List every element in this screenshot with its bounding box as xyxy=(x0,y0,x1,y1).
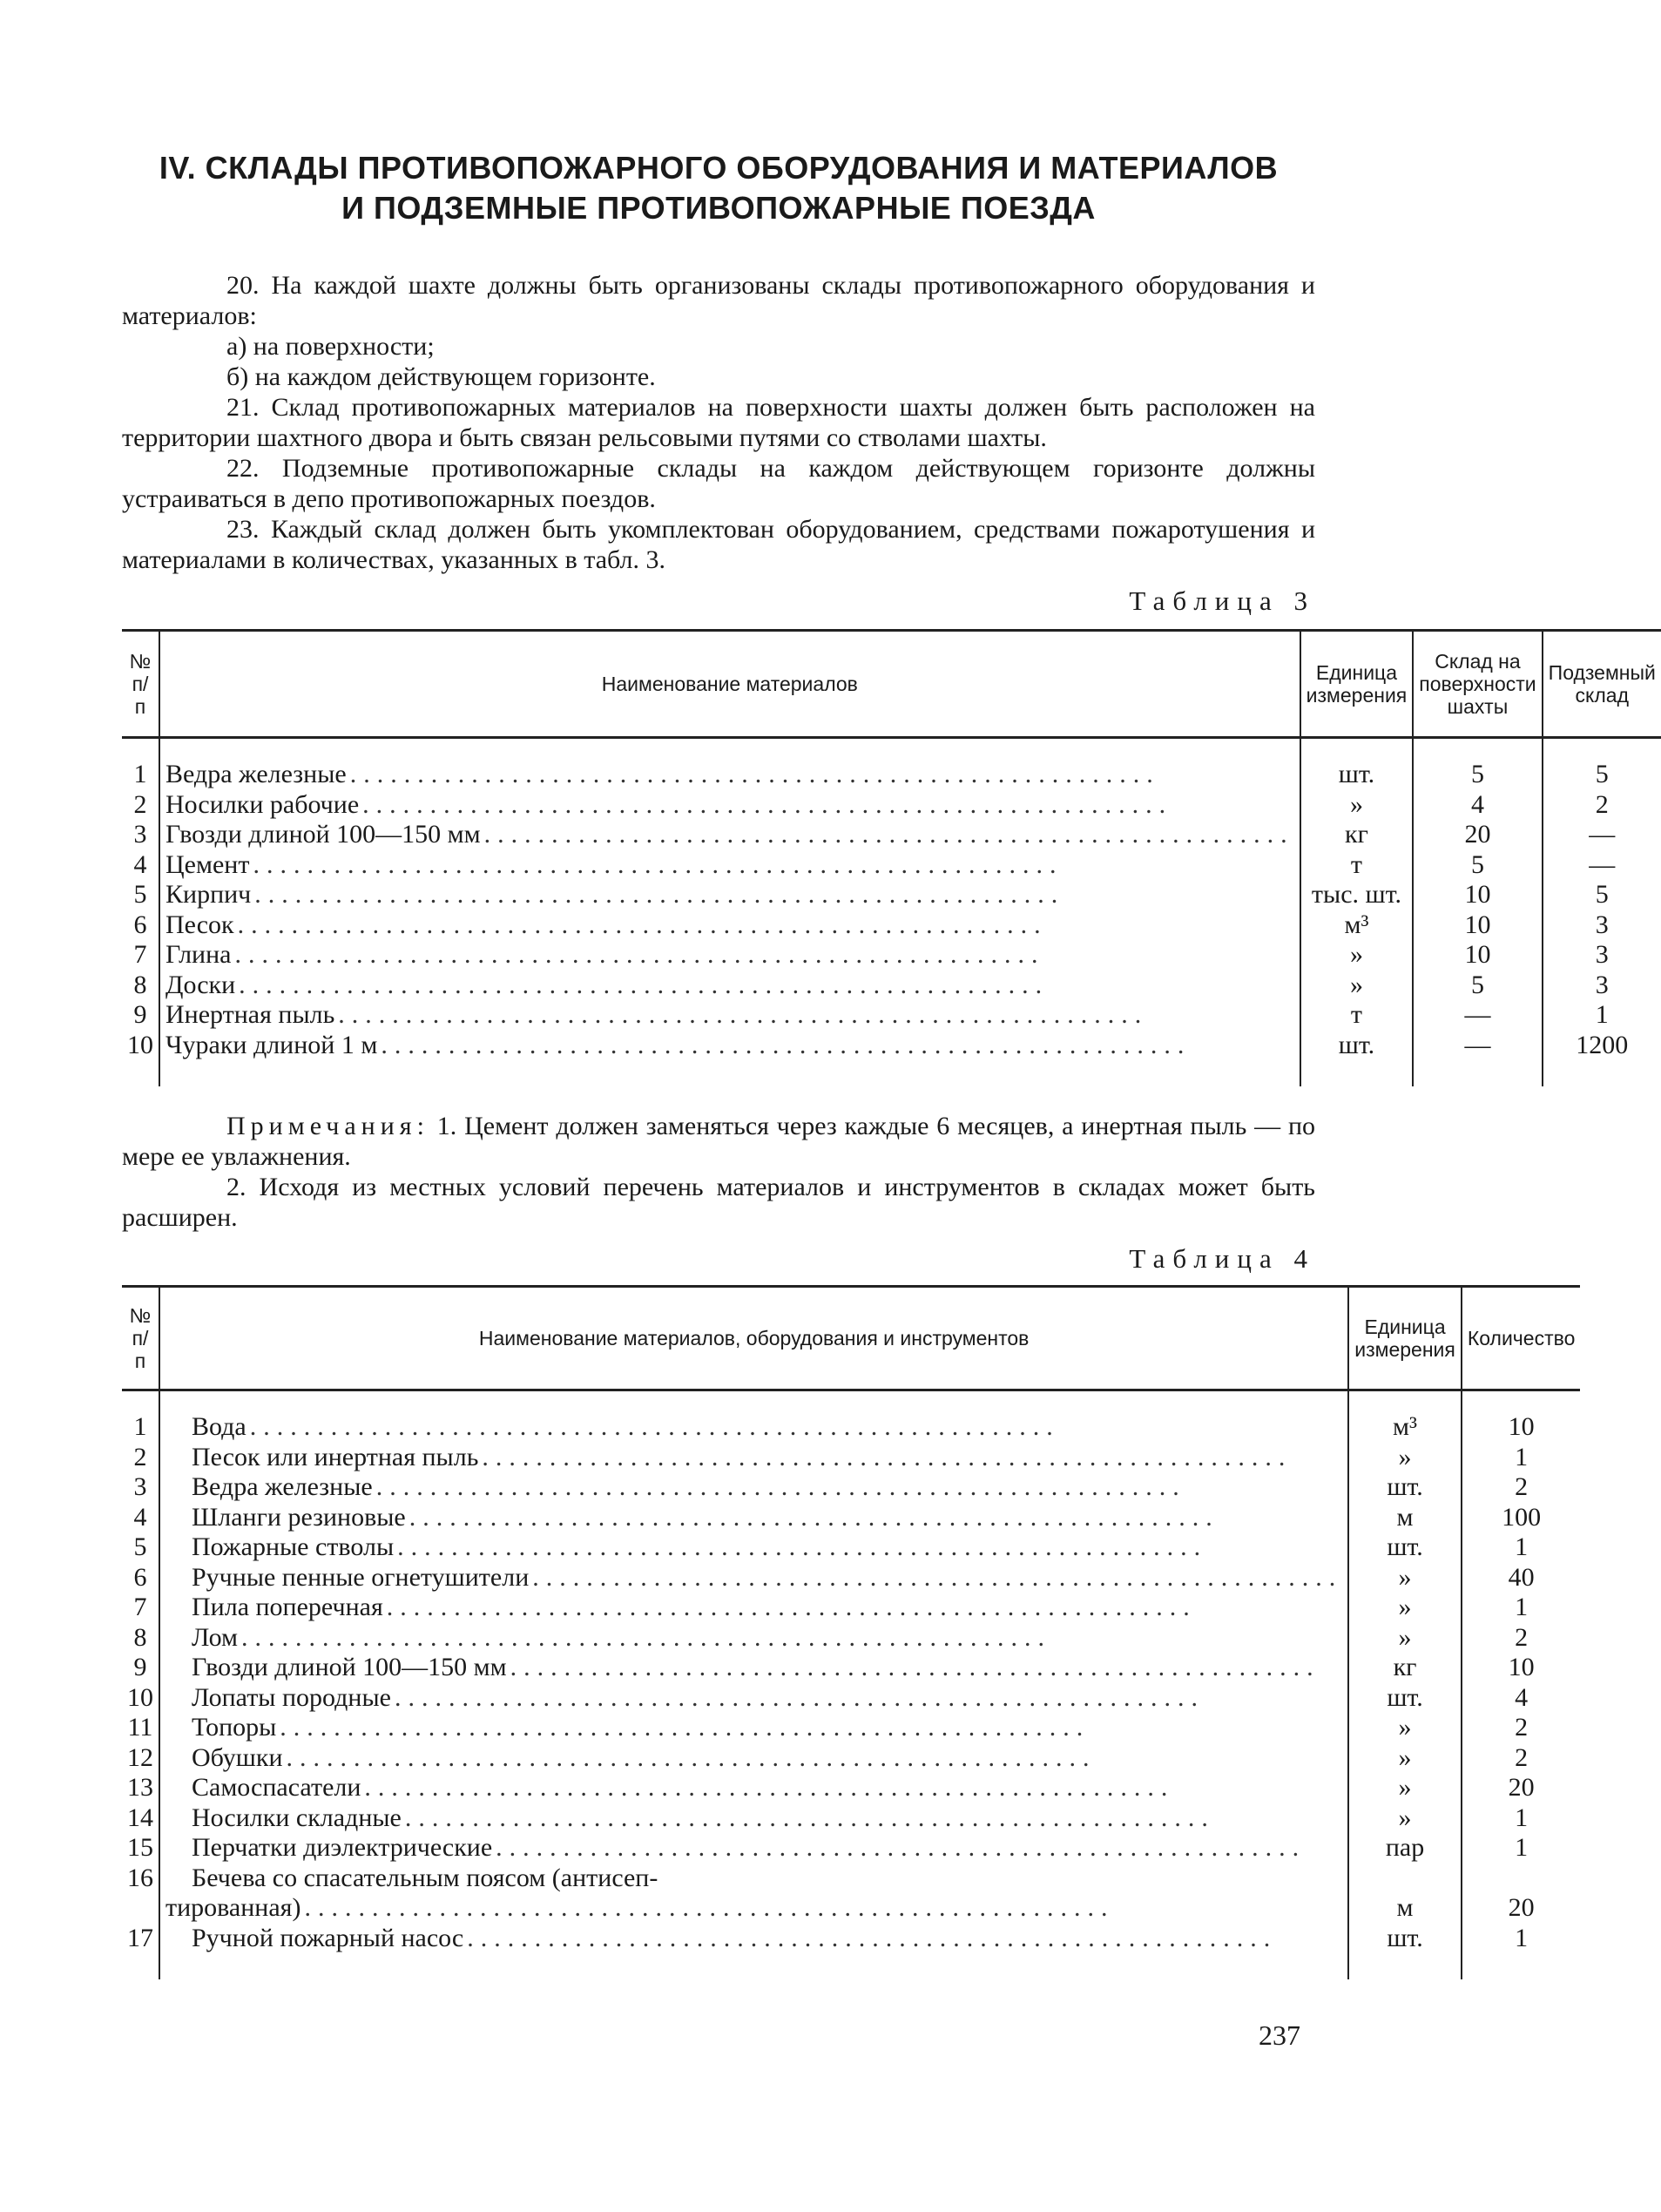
item-name: Ведра железные xyxy=(165,760,350,788)
table-row: 10 Чураки длиной 1 м ............................................................ шт. — 1200 xyxy=(122,1031,1661,1061)
underground-cell: — xyxy=(1543,850,1661,881)
surface-cell: — xyxy=(1413,1031,1542,1061)
unit-cell: » xyxy=(1348,1623,1462,1654)
surface-cell: — xyxy=(1413,1000,1542,1031)
quantity-cell: 1 xyxy=(1462,1833,1581,1864)
row-number: 7 xyxy=(133,940,147,969)
row-number: 17 xyxy=(127,1923,153,1952)
item-name: Вода xyxy=(192,1412,250,1441)
item-name: Шланги резиновые xyxy=(192,1503,409,1532)
paragraph-21: 21. Склад противопожарных материалов на поверхности шахты должен быть расположен на территории шахтного двора и быть связан рельсовыми путями со стволами шахты. xyxy=(122,393,1315,452)
unit-cell: шт. xyxy=(1348,1924,1462,1954)
row-number: 6 xyxy=(133,1562,147,1592)
surface-cell: 5 xyxy=(1413,971,1542,1001)
row-number: 14 xyxy=(127,1803,153,1832)
t3-header-name: Наименование материалов xyxy=(159,631,1300,738)
notes-label: Примечания: xyxy=(226,1112,429,1140)
table-row: 9 Инертная пыль ............................................................ т — 1 xyxy=(122,1000,1661,1031)
table-4 xyxy=(122,1285,1580,1979)
item-name: Пила поперечная xyxy=(192,1593,387,1621)
unit-cell: пар xyxy=(1348,1833,1462,1864)
row-number: 3 xyxy=(133,820,147,849)
item-name: Носилки рабочие xyxy=(165,790,362,819)
item-name: Ручные пенные огнетушители xyxy=(192,1563,532,1592)
surface-cell: 5 xyxy=(1413,850,1542,881)
unit-cell: » xyxy=(1348,1773,1462,1803)
quantity-cell: 1 xyxy=(1462,1803,1581,1834)
row-number: 7 xyxy=(133,1593,147,1621)
note-1 xyxy=(122,1111,1315,1172)
t3-header-surface: Склад на поверхности шахты xyxy=(1413,631,1542,738)
surface-cell: 5 xyxy=(1413,760,1542,790)
unit-cell: » xyxy=(1300,790,1414,821)
unit-cell: шт. xyxy=(1348,1472,1462,1503)
row-number: 11 xyxy=(127,1713,153,1742)
table-4-body xyxy=(122,1390,1580,1980)
unit-cell: шт. xyxy=(1300,1031,1414,1061)
table-3 xyxy=(122,629,1661,1086)
table-row: 3 Гвозди длиной 100—150 мм ............................................................ кг 20 — xyxy=(122,820,1661,850)
table-row: 4 Шланги резиновые ............................................................ м 100 xyxy=(122,1503,1580,1533)
table-row: 6 Ручные пенные огнетушители ............................................................ » 40 xyxy=(122,1563,1580,1593)
surface-cell: 4 xyxy=(1413,790,1542,821)
item-name: Самоспасатели xyxy=(192,1773,364,1802)
unit-cell: м³ xyxy=(1348,1412,1462,1443)
item-name: Доски xyxy=(165,971,239,999)
table-row: 15 Перчатки диэлектрические ............................................................ пар 1 xyxy=(122,1833,1580,1864)
row-number: 5 xyxy=(133,1532,147,1561)
notes xyxy=(122,1111,1315,1233)
row-number: 8 xyxy=(133,1622,147,1652)
table-row: 6 Песок ............................................................ м³ 10 3 xyxy=(122,910,1661,941)
row-number: 13 xyxy=(127,1773,153,1802)
item-name: Бечева со спасательным поясом (антисеп- xyxy=(159,1864,1348,1894)
note-2: 2. Исходя из местных условий перечень материалов и инструментов в складах может быть расширен. xyxy=(122,1173,1315,1232)
underground-cell: 1200 xyxy=(1543,1031,1661,1061)
table-row xyxy=(122,1864,1580,1894)
t4-header-num: № п/п xyxy=(129,1304,152,1372)
table-3-header-row xyxy=(122,631,1661,738)
table-row: 9 Гвозди длиной 100—150 мм ............................................................ кг 10 xyxy=(122,1653,1580,1683)
item-name: Инертная пыль xyxy=(165,1000,338,1029)
quantity-cell: 2 xyxy=(1462,1472,1581,1503)
item-name: Перчатки диэлектрические xyxy=(192,1833,496,1862)
row-number: 4 xyxy=(133,1502,147,1532)
item-name: Кирпич xyxy=(165,880,254,909)
unit-cell: шт. xyxy=(1300,760,1414,790)
t4-header-unit: Единица измерения xyxy=(1348,1287,1462,1390)
table-row: 1 Вода ............................................................ м³ 10 xyxy=(122,1412,1580,1443)
item-name: Песок или инертная пыль xyxy=(192,1443,482,1471)
unit-cell: » xyxy=(1348,1593,1462,1623)
table-row: 8 Доски ............................................................ » 5 3 xyxy=(122,971,1661,1001)
heading-line-1: IV. СКЛАДЫ ПРОТИВОПОЖАРНОГО ОБОРУДОВАНИЯ И МАТЕРИАЛОВ xyxy=(159,150,1279,186)
quantity-cell: 10 xyxy=(1462,1412,1581,1443)
item-name: Пожарные стволы xyxy=(192,1532,397,1561)
paragraph-20: 20. На каждой шахте должны быть организованы склады противопожарного оборудования и материалов: xyxy=(122,271,1315,330)
document-page xyxy=(122,148,1656,1979)
item-name: Глина xyxy=(165,940,234,969)
table-row: 7 Глина ............................................................ » 10 3 xyxy=(122,940,1661,971)
table-row: 17 Ручной пожарный насос ............................................................ шт. 1 xyxy=(122,1924,1580,1954)
table-row: 5 Пожарные стволы ............................................................ шт. 1 xyxy=(122,1532,1580,1563)
underground-cell: 3 xyxy=(1543,940,1661,971)
item-name: Лопаты породные xyxy=(192,1683,395,1712)
quantity-cell: 20 xyxy=(1462,1893,1581,1924)
table-row: 2 Носилки рабочие ............................................................ » 4 2 xyxy=(122,790,1661,821)
t4-header-name: Наименование материалов, оборудования и инструментов xyxy=(159,1287,1348,1390)
unit-cell: кг xyxy=(1348,1653,1462,1683)
quantity-cell: 1 xyxy=(1462,1443,1581,1473)
row-number: 2 xyxy=(133,789,147,819)
unit-cell: шт. xyxy=(1348,1532,1462,1563)
table-row: 14 Носилки складные ............................................................ » 1 xyxy=(122,1803,1580,1834)
unit-cell: » xyxy=(1348,1563,1462,1593)
row-number: 1 xyxy=(133,760,147,788)
quantity-cell: 40 xyxy=(1462,1563,1581,1593)
section-heading xyxy=(122,148,1315,228)
table-row: 7 Пила поперечная ............................................................ » 1 xyxy=(122,1593,1580,1623)
table-3-caption: Таблица 3 xyxy=(1129,585,1315,616)
item-name: Обушки xyxy=(192,1743,287,1772)
row-number: 2 xyxy=(133,1442,147,1471)
surface-cell: 10 xyxy=(1413,910,1542,941)
row-number: 9 xyxy=(133,1653,147,1681)
quantity-cell: 2 xyxy=(1462,1713,1581,1743)
table-row: 13 Самоспасатели ............................................................ » 20 xyxy=(122,1773,1580,1803)
unit-cell: » xyxy=(1300,971,1414,1001)
item-name: Цемент xyxy=(165,850,253,879)
unit-cell: » xyxy=(1348,1713,1462,1743)
table-row: 10 Лопаты породные ............................................................ шт. 4 xyxy=(122,1683,1580,1714)
unit-cell: м³ xyxy=(1300,910,1414,941)
underground-cell: 1 xyxy=(1543,1000,1661,1031)
item-name: Ведра железные xyxy=(192,1472,376,1501)
item-name: Гвозди длиной 100—150 мм xyxy=(165,820,484,849)
table-3-body xyxy=(122,738,1661,1087)
row-number: 1 xyxy=(133,1412,147,1441)
quantity-cell: 10 xyxy=(1462,1653,1581,1683)
table-row: 1 Ведра железные ............................................................ шт. 5 5 xyxy=(122,760,1661,790)
unit-cell: » xyxy=(1348,1743,1462,1774)
paragraph-20a: а) на поверхности; xyxy=(226,332,435,361)
unit-cell: шт. xyxy=(1348,1683,1462,1714)
underground-cell: 3 xyxy=(1543,910,1661,941)
underground-cell: 2 xyxy=(1543,790,1661,821)
item-name: Гвозди длиной 100—150 мм xyxy=(192,1653,510,1681)
table-4-header-row xyxy=(122,1287,1580,1390)
quantity-cell: 20 xyxy=(1462,1773,1581,1803)
table-4-caption: Таблица 4 xyxy=(1129,1243,1315,1274)
unit-cell: » xyxy=(1348,1443,1462,1473)
table-row: 3 Ведра железные ............................................................ шт. 2 xyxy=(122,1472,1580,1503)
row-number: 4 xyxy=(133,849,147,879)
item-name: Топоры xyxy=(192,1713,280,1742)
table-row: 2 Песок или инертная пыль ............................................................ » 1 xyxy=(122,1443,1580,1473)
table-row: 5 Кирпич ............................................................ тыс. шт. 10 5 xyxy=(122,880,1661,910)
quantity-cell: 1 xyxy=(1462,1924,1581,1954)
item-name: Носилки складные xyxy=(192,1803,405,1832)
underground-cell: 5 xyxy=(1543,880,1661,910)
unit-cell: тыс. шт. xyxy=(1300,880,1414,910)
quantity-cell: 2 xyxy=(1462,1743,1581,1774)
underground-cell: 5 xyxy=(1543,760,1661,790)
row-number: 8 xyxy=(133,970,147,999)
row-number: 10 xyxy=(127,1030,153,1059)
row-number: 5 xyxy=(133,880,147,909)
t3-header-unit: Единица измерения xyxy=(1300,631,1414,738)
quantity-cell: 1 xyxy=(1462,1532,1581,1563)
t4-header-qty: Количество xyxy=(1462,1287,1581,1390)
row-number: 6 xyxy=(133,910,147,939)
surface-cell: 20 xyxy=(1413,820,1542,850)
item-name: тированная) xyxy=(165,1893,304,1922)
paragraph-20b: б) на каждом действующем горизонте. xyxy=(226,362,656,391)
row-number: 12 xyxy=(127,1742,153,1772)
quantity-cell: 2 xyxy=(1462,1623,1581,1654)
row-number: 10 xyxy=(127,1682,153,1712)
unit-cell: » xyxy=(1348,1803,1462,1834)
unit-cell: т xyxy=(1300,1000,1414,1031)
body-text xyxy=(122,270,1315,575)
item-name: Лом xyxy=(192,1623,241,1652)
heading-line-2: И ПОДЗЕМНЫЕ ПРОТИВОПОЖАРНЫЕ ПОЕЗДА xyxy=(341,190,1096,226)
item-name: Чураки длиной 1 м xyxy=(165,1031,381,1059)
paragraph-22: 22. Подземные противопожарные склады на каждом действующем горизонте должны устраиваться в депо противопожарных поездов. xyxy=(122,454,1315,513)
table-row: тированная) ............................................................ м 20 xyxy=(122,1893,1580,1924)
surface-cell: 10 xyxy=(1413,880,1542,910)
note-1-text: 1. Цемент должен заменяться через каждые 6 месяцев, а инертная пыль — по мере ее увлажнения. xyxy=(122,1112,1316,1171)
row-number: 16 xyxy=(127,1863,153,1892)
item-name: Ручной пожарный насос xyxy=(192,1924,467,1952)
unit-cell: т xyxy=(1300,850,1414,881)
table-row: 12 Обушки ............................................................ » 2 xyxy=(122,1743,1580,1774)
t3-header-num: № п/п xyxy=(129,650,152,718)
unit-cell: » xyxy=(1300,940,1414,971)
t3-header-underground: Подземный склад xyxy=(1543,631,1661,738)
unit-cell: кг xyxy=(1300,820,1414,850)
quantity-cell: 100 xyxy=(1462,1503,1581,1533)
underground-cell: 3 xyxy=(1543,971,1661,1001)
surface-cell: 10 xyxy=(1413,940,1542,971)
row-number: 15 xyxy=(127,1833,153,1862)
underground-cell: — xyxy=(1543,820,1661,850)
unit-cell: м xyxy=(1348,1893,1462,1924)
table-row: 8 Лом ............................................................ » 2 xyxy=(122,1623,1580,1654)
item-name: Песок xyxy=(165,910,238,939)
table-row: 4 Цемент ............................................................ т 5 — xyxy=(122,850,1661,881)
quantity-cell: 1 xyxy=(1462,1593,1581,1623)
page-number: 237 xyxy=(1259,2019,1300,2051)
row-number: 3 xyxy=(133,1472,147,1501)
table-row: 11 Топоры ............................................................ » 2 xyxy=(122,1713,1580,1743)
paragraph-23: 23. Каждый склад должен быть укомплектован оборудованием, средствами пожаротушения и материалами в количествах, указанных в табл. 3. xyxy=(122,515,1315,574)
quantity-cell: 4 xyxy=(1462,1683,1581,1714)
row-number: 9 xyxy=(133,1000,147,1029)
unit-cell: м xyxy=(1348,1503,1462,1533)
